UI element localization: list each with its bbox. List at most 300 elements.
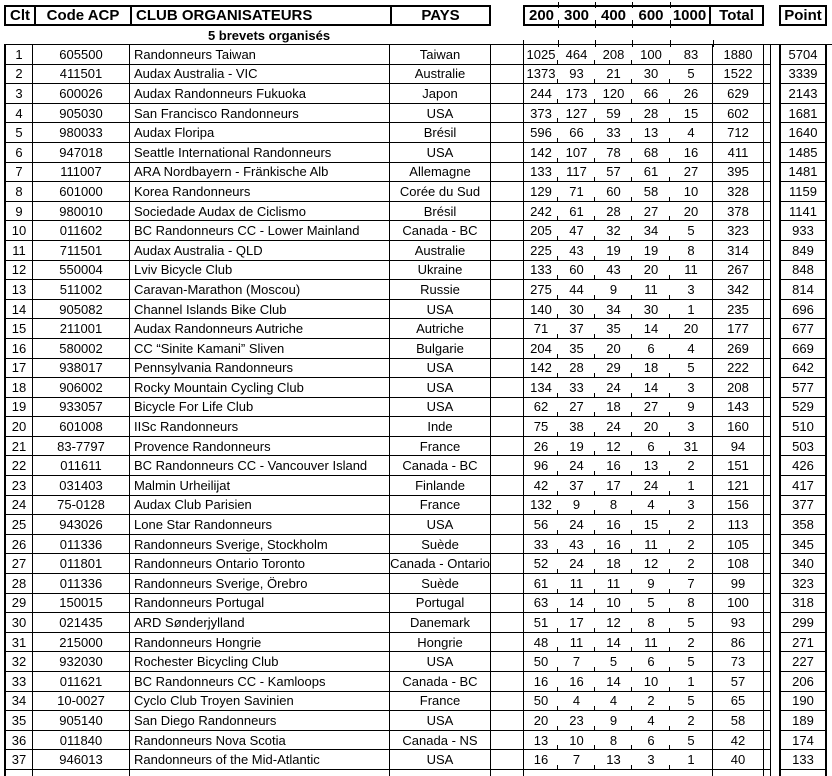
cell-point: 677	[779, 319, 827, 339]
rule-tick	[632, 40, 633, 47]
table-row	[4, 261, 832, 281]
table-row	[4, 731, 832, 751]
cell-code-acp: 601000	[33, 182, 130, 202]
cell-200: 129	[530, 183, 552, 199]
cell-total: 40	[713, 750, 764, 770]
cell-club: Lviv Bicycle Club	[130, 261, 390, 281]
cell-pays: Suède	[390, 574, 491, 594]
cell-spacer	[491, 574, 523, 594]
cell-200: 71	[533, 321, 549, 337]
cell-total: 160	[713, 417, 764, 437]
cell-1000: 1	[687, 301, 695, 317]
cell-spacer	[764, 554, 771, 574]
column-header-1000: 1000	[670, 7, 711, 24]
cell-code-acp: 411501	[33, 65, 130, 85]
cell-600: 14	[643, 379, 659, 395]
cell-600: 6	[647, 438, 655, 454]
cell-300: 37	[569, 321, 584, 337]
cell-point: 426	[779, 456, 827, 476]
cell-600: 13	[643, 458, 659, 474]
cell-600: 5	[647, 595, 655, 611]
cell-point: 358	[779, 515, 827, 535]
cell-spacer	[491, 476, 523, 496]
table-row	[4, 692, 832, 712]
cell-spacer	[491, 398, 523, 418]
table-row	[4, 45, 832, 65]
cell-600: 4	[647, 712, 655, 728]
cell-distance-group	[523, 123, 713, 143]
cell-point: 345	[779, 535, 827, 555]
table-row	[4, 496, 832, 516]
cell-600: 24	[643, 477, 659, 493]
cell-point: 299	[779, 613, 827, 633]
cell-200: 20	[533, 712, 549, 728]
cell-300: 10	[569, 732, 584, 748]
cell-club: Audax Australia - QLD	[130, 241, 390, 261]
cell-1000: 3	[687, 379, 695, 395]
header-distance-block	[523, 5, 764, 26]
cell-600: 3	[647, 752, 655, 768]
cell-1000: 7	[687, 575, 695, 591]
cell-rank: 1	[4, 45, 33, 65]
cell-400: 35	[606, 321, 621, 337]
cell-distance-group	[523, 750, 713, 770]
cell-total: 235	[713, 300, 764, 320]
cell-400: 10	[606, 595, 621, 611]
cell-300: 19	[569, 438, 584, 454]
cell-gap	[771, 496, 779, 516]
table-row	[4, 476, 832, 496]
cell-pays: Portugal	[390, 594, 491, 614]
cell-pays: Brésil	[390, 202, 491, 222]
cell-point: 669	[779, 339, 827, 359]
cell-300: 47	[569, 223, 584, 239]
cell-gap	[771, 104, 779, 124]
cell-pays: USA	[390, 750, 491, 770]
cell-code-acp: 932030	[33, 652, 130, 672]
table-row	[4, 554, 832, 574]
cell-600: 15	[643, 517, 659, 533]
cell-spacer	[764, 202, 771, 222]
cell-total: 411	[713, 143, 764, 163]
cell-spacer	[764, 300, 771, 320]
cell-code-acp: 031403	[33, 476, 130, 496]
cell-1000: 3	[687, 497, 695, 513]
cell-distance-group	[523, 339, 713, 359]
cell-rank: 31	[4, 633, 33, 653]
cell-pays: Australie	[390, 65, 491, 85]
cell-400: 4	[609, 693, 618, 709]
table-row	[4, 672, 832, 692]
cell-rank: 26	[4, 535, 33, 555]
cell-spacer	[764, 594, 771, 614]
cell-spacer	[764, 633, 771, 653]
cell-code-acp: 947018	[33, 143, 130, 163]
cell-pays: USA	[390, 711, 491, 731]
cell-club: BC Randonneurs CC - Vancouver Island	[130, 456, 390, 476]
cell-1000: 1	[687, 673, 695, 689]
table-row	[4, 574, 832, 594]
cell-total: 121	[713, 476, 764, 496]
cell-pays: Russie	[390, 280, 491, 300]
cell-spacer	[764, 496, 771, 516]
cell-spacer	[491, 672, 523, 692]
cell-200: 134	[530, 379, 552, 395]
column-header-600: 600	[638, 7, 664, 24]
cell-spacer	[764, 456, 771, 476]
cell-1000: 4	[687, 340, 695, 356]
cell-rank: 10	[4, 221, 33, 241]
cell-spacer	[491, 280, 523, 300]
cell-200: 33	[533, 536, 549, 552]
cell-point: 503	[779, 437, 827, 457]
column-header-point: Point	[779, 5, 827, 26]
cell-point: 848	[779, 261, 827, 281]
cell-400: 24	[606, 379, 621, 395]
cell-code-acp: 011611	[33, 456, 130, 476]
cell-300: 71	[569, 183, 584, 199]
cell-distance-group	[523, 163, 713, 183]
cell-spacer	[491, 104, 523, 124]
cell-spacer	[491, 300, 523, 320]
cell-club: Audax Australia - VIC	[130, 65, 390, 85]
cell-total: 395	[713, 163, 764, 183]
cell-600: 11	[644, 634, 658, 650]
cell-spacer	[491, 261, 523, 281]
cell-gap	[771, 437, 779, 457]
cell-200: 63	[533, 595, 549, 611]
cell-1000: 27	[683, 164, 699, 180]
cell-club: Audax Floripa	[130, 123, 390, 143]
cell-600: 30	[643, 301, 659, 317]
cell-rank: 6	[4, 143, 33, 163]
cell-spacer	[491, 143, 523, 163]
cell-point: 849	[779, 241, 827, 261]
cell-600: 61	[643, 164, 659, 180]
cell-300: 60	[569, 262, 584, 278]
cell-600: 11	[644, 536, 658, 552]
cell-point: 323	[779, 574, 827, 594]
cell-club: Korea Randonneurs	[130, 182, 390, 202]
cell-400: 43	[606, 262, 621, 278]
cell-spacer	[764, 182, 771, 202]
cell-club: Pennsylvania Randonneurs	[130, 359, 390, 379]
cell-300: 43	[569, 536, 584, 552]
cell-pays: USA	[390, 378, 491, 398]
cell-400: 12	[606, 615, 621, 631]
cell-600: 9	[647, 575, 655, 591]
cell-pays: Bulgarie	[390, 339, 491, 359]
cell-pays: USA	[390, 652, 491, 672]
cell-300: 11	[569, 634, 584, 650]
cell-400: 32	[606, 223, 621, 239]
cell-spacer	[491, 182, 523, 202]
cell-rank: 35	[4, 711, 33, 731]
cell-1000: 2	[687, 634, 695, 650]
cell-600: 10	[643, 673, 659, 689]
cell-total: 113	[713, 515, 764, 535]
cell-distance-group	[523, 202, 713, 222]
cell-pays: Australie	[390, 241, 491, 261]
cell-200: 140	[530, 301, 552, 317]
cell-point: 933	[779, 221, 827, 241]
cell-total: 73	[713, 652, 764, 672]
rule-tick	[670, 2, 671, 8]
cell-club: Randonneurs Ontario Toronto	[130, 554, 390, 574]
cell-rank: 22	[4, 456, 33, 476]
cell-gap	[771, 750, 779, 770]
cell-200: 51	[533, 615, 549, 631]
table-row	[4, 104, 832, 124]
cell-spacer	[491, 65, 523, 85]
cell-point: 1159	[779, 182, 827, 202]
cell-club: Audax Randonneurs Fukuoka	[130, 84, 390, 104]
cell-rank: 13	[4, 280, 33, 300]
cell-distance-group	[523, 437, 713, 457]
cell-code-acp: 580002	[33, 339, 130, 359]
column-header-club: CLUB ORGANISATEURS	[132, 7, 392, 24]
cell-spacer	[764, 221, 771, 241]
cell-total: 342	[713, 280, 764, 300]
cell-300: 4	[572, 693, 581, 709]
cell-200: 50	[533, 693, 549, 709]
cell-rank: 12	[4, 261, 33, 281]
cell-total: 712	[713, 123, 764, 143]
cell-rank: 15	[4, 319, 33, 339]
cell-200: 16	[533, 752, 549, 768]
cell-rank: 25	[4, 515, 33, 535]
cell-300: 14	[569, 595, 584, 611]
cell-code-acp: 980033	[33, 123, 130, 143]
cell-spacer	[491, 163, 523, 183]
cell-200: 62	[533, 399, 549, 415]
cell-1000: 16	[683, 144, 699, 160]
cell-1000: 2	[687, 517, 695, 533]
cell-club: Seattle International Randonneurs	[130, 143, 390, 163]
cell-300: 43	[569, 242, 584, 258]
cell-300: 464	[565, 46, 588, 62]
cell-600: 66	[643, 85, 659, 101]
cell-300: 127	[565, 105, 588, 121]
cell-pays: Canada - BC	[390, 221, 491, 241]
cell-200: 242	[530, 203, 552, 219]
header-spacer	[491, 5, 523, 26]
cell-distance-group	[523, 84, 713, 104]
cell-spacer	[491, 456, 523, 476]
rule-tick	[595, 20, 596, 28]
cell-200: 373	[530, 105, 552, 121]
cell-gap	[771, 574, 779, 594]
cell-code-acp: 980010	[33, 202, 130, 222]
column-header-400: 400	[600, 7, 627, 24]
cell-gap	[771, 300, 779, 320]
cell-300: 66	[569, 125, 584, 141]
table-row	[4, 594, 832, 614]
cell-200: 275	[530, 281, 552, 297]
cell-distance-group	[523, 143, 713, 163]
cell-spacer	[491, 221, 523, 241]
table-row	[4, 221, 832, 241]
cell-total: 177	[713, 319, 764, 339]
cell-point: 577	[779, 378, 827, 398]
cell-600: 30	[643, 66, 659, 82]
cell-400: 17	[606, 477, 621, 493]
cell-spacer	[491, 339, 523, 359]
cell-total: 86	[713, 633, 764, 653]
table-row	[4, 65, 832, 85]
cell-rank: 11	[4, 241, 33, 261]
cell-pays: France	[390, 496, 491, 516]
cell-pays: Danemark	[390, 613, 491, 633]
cell-300: 7	[572, 654, 581, 670]
cell-600: 2	[647, 693, 655, 709]
cell-gap	[771, 476, 779, 496]
cell-spacer	[764, 574, 771, 594]
table-row	[4, 143, 832, 163]
cell-600: 34	[643, 223, 659, 239]
cell-1000: 5	[687, 693, 695, 709]
cell-300: 30	[569, 301, 584, 317]
cell-code-acp: 946013	[33, 750, 130, 770]
table-row	[4, 182, 832, 202]
cell-1000: 10	[683, 183, 699, 199]
cell-600: 14	[643, 321, 659, 337]
rule-tick	[558, 20, 559, 28]
cell-gap	[771, 731, 779, 751]
cell-rank: 5	[4, 123, 33, 143]
cell-total: 42	[713, 731, 764, 751]
cell-club: ARA Nordbayern - Fränkische Alb	[130, 163, 390, 183]
table-row	[4, 123, 832, 143]
cell-code-acp: 011602	[33, 221, 130, 241]
cell-600: 4	[647, 497, 655, 513]
cell-gap	[771, 241, 779, 261]
cell-200: 56	[533, 517, 549, 533]
cell-total: 267	[713, 261, 764, 281]
cell-200: 204	[530, 340, 552, 356]
cell-spacer	[764, 143, 771, 163]
cell-200: 225	[530, 242, 552, 258]
cell-rank: 36	[4, 731, 33, 751]
cell-1000: 31	[683, 438, 699, 454]
cell-400: 18	[606, 556, 621, 572]
cell-200: 61	[533, 575, 549, 591]
column-header-300: 300	[563, 7, 590, 24]
cell-total: 269	[713, 339, 764, 359]
cell-spacer	[764, 261, 771, 281]
cell-pays: Suède	[390, 535, 491, 555]
cell-1000: 2	[687, 556, 695, 572]
cell-400: 13	[606, 752, 621, 768]
cell-600: 20	[643, 419, 659, 435]
cell-spacer	[491, 359, 523, 379]
cell-1000: 5	[687, 66, 695, 82]
table-row	[4, 535, 832, 555]
cell-gap	[771, 692, 779, 712]
table-row	[4, 339, 832, 359]
cell-distance-group	[523, 300, 713, 320]
cell-spacer	[764, 123, 771, 143]
cell-spacer	[491, 123, 523, 143]
table-row	[4, 84, 832, 104]
cell-300: 16	[569, 673, 584, 689]
section-title: 5 brevets organisés	[207, 27, 331, 43]
cell-distance-group	[523, 359, 713, 379]
cell-total: 156	[713, 496, 764, 516]
cell-rank: 34	[4, 692, 33, 712]
cell-club: ARD Sønderjylland	[130, 613, 390, 633]
cell-point: 2143	[779, 84, 827, 104]
cell-total: 629	[713, 84, 764, 104]
cell-pays: Canada - NS	[390, 731, 491, 751]
cell-spacer	[764, 417, 771, 437]
cell-gap	[771, 202, 779, 222]
cell-gap	[771, 143, 779, 163]
cell-spacer	[491, 241, 523, 261]
cell-pays: Finlande	[390, 476, 491, 496]
cell-spacer	[491, 417, 523, 437]
cell-400: 8	[609, 497, 618, 513]
cell-spacer	[491, 731, 523, 751]
cell-200: 244	[530, 85, 552, 101]
cell-spacer	[764, 711, 771, 731]
cell-400: 14	[606, 673, 621, 689]
cell-400: 5	[609, 654, 618, 670]
cell-400: 29	[606, 360, 621, 376]
cell-club: BC Randonneurs CC - Kamloops	[130, 672, 390, 692]
cell-total: 99	[713, 574, 764, 594]
column-header-total: Total	[719, 7, 754, 24]
cell-code-acp: 111007	[33, 163, 130, 183]
cell-spacer	[764, 65, 771, 85]
cell-distance-group	[523, 476, 713, 496]
cell-1000: 8	[687, 595, 695, 611]
cell-code-acp: 605500	[33, 45, 130, 65]
cell-rank: 7	[4, 163, 33, 183]
cell-point: 3339	[779, 65, 827, 85]
cell-spacer	[491, 594, 523, 614]
cell-400: 11	[606, 575, 621, 591]
cell-distance-group	[523, 731, 713, 751]
cell-rank: 29	[4, 594, 33, 614]
cell-gap	[771, 672, 779, 692]
cell-gap	[771, 398, 779, 418]
cell-distance-group	[523, 378, 713, 398]
cell-spacer	[764, 476, 771, 496]
cell-pays: Corée du Sud	[390, 182, 491, 202]
cell-spacer	[764, 613, 771, 633]
cell-club: Randonneurs Portugal	[130, 594, 390, 614]
cell-400: 33	[606, 125, 621, 141]
cell-1000: 8	[687, 242, 695, 258]
cell-total: 151	[713, 456, 764, 476]
cell-gap	[771, 652, 779, 672]
cell-300: 28	[569, 360, 584, 376]
cell-distance-group	[523, 417, 713, 437]
cell-rank: 28	[4, 574, 33, 594]
cell-1000: 26	[683, 85, 699, 101]
cell-club: San Francisco Randonneurs	[130, 104, 390, 124]
cell-gap	[771, 123, 779, 143]
cell-gap	[771, 554, 779, 574]
cell-1000: 2	[687, 712, 695, 728]
cell-pays: USA	[390, 300, 491, 320]
cell-200: 132	[530, 497, 552, 513]
cell-400: 57	[606, 164, 621, 180]
cell-400: 12	[606, 438, 621, 454]
cell-rank: 14	[4, 300, 33, 320]
table-row	[4, 417, 832, 437]
